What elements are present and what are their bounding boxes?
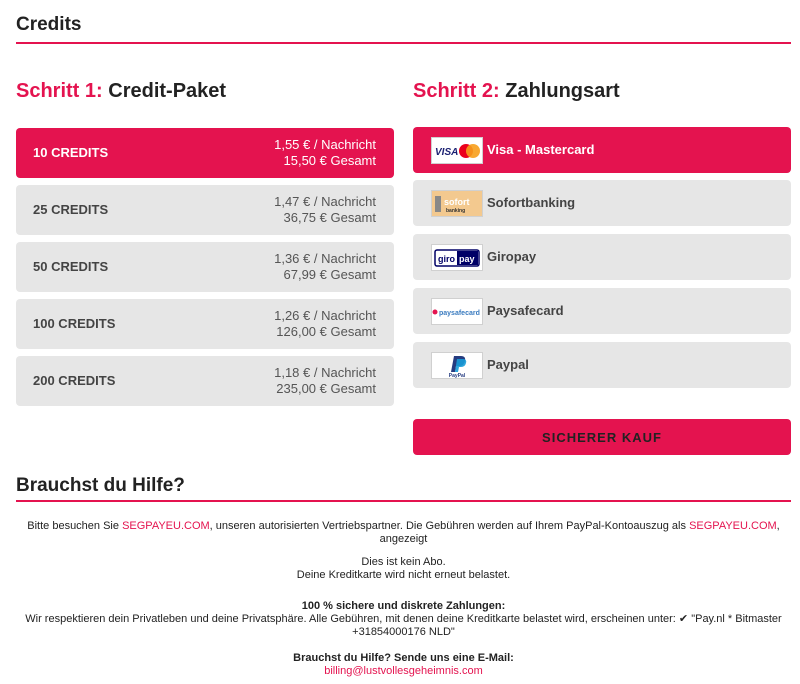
pay-wordmark: pay	[459, 253, 475, 264]
package-price	[274, 137, 376, 169]
billing-info	[16, 520, 791, 546]
help-heading: Brauchst du Hilfe?	[16, 475, 185, 496]
sofort-logo	[431, 190, 483, 217]
package-name: 200 CREDITS	[33, 373, 116, 388]
package-per-message: 1,47 € / Nachricht	[274, 194, 376, 209]
paysafecard-logo	[431, 298, 483, 325]
payment-name: Paypal	[487, 357, 529, 372]
segpay-link-1[interactable]: SEGPAYEU.COM	[122, 520, 210, 532]
visa-wordmark: VISA	[435, 146, 459, 158]
title-divider	[16, 42, 791, 44]
statement-descriptor: "Pay.nl * Bitmaster +31854000176 NLD"	[352, 613, 782, 638]
billing-text-a: Bitte besuchen Sie	[27, 520, 123, 532]
giropay-logo	[431, 244, 483, 271]
step2-label: Zahlungsart	[505, 80, 620, 102]
package-name: 100 CREDITS	[33, 316, 116, 331]
payment-paysafecard[interactable]	[413, 288, 791, 334]
billing-text-b: , unseren autorisierten Vertriebspartner. Die Gebühren werden auf Ihrem PayPal-Kontoauszug als	[209, 520, 690, 532]
contact-title: Brauchst du Hilfe? Sende uns eine E-Mail:	[293, 652, 514, 664]
package-total: 15,50 € Gesamt	[283, 153, 376, 168]
package-total: 126,00 € Gesamt	[276, 324, 376, 339]
step1-heading	[16, 80, 226, 103]
secure-payments-title: 100 % sichere und diskrete Zahlungen:	[301, 600, 506, 612]
page-title: Credits	[16, 14, 82, 35]
paysafecard-icon	[432, 305, 482, 319]
package-price	[274, 365, 376, 397]
package-100-credits[interactable]	[16, 299, 394, 349]
payment-name: Sofortbanking	[487, 195, 576, 210]
segpay-link-2[interactable]: SEGPAYEU.COM	[689, 520, 777, 532]
giropay-icon	[434, 248, 480, 268]
paypal-wordmark: PayPal	[448, 372, 466, 378]
package-25-credits[interactable]	[16, 185, 394, 235]
sofort-icon	[433, 193, 481, 215]
package-total: 36,75 € Gesamt	[283, 210, 376, 225]
package-10-credits[interactable]	[16, 128, 394, 178]
payment-sofortbanking[interactable]	[413, 180, 791, 226]
no-recharge-text: Deine Kreditkarte wird nicht erneut belastet.	[296, 569, 511, 581]
support-email-link[interactable]: billing@lustvollesgeheimnis.com	[324, 665, 483, 677]
subscription-info	[16, 556, 791, 582]
sofort-wordmark: sofort	[444, 196, 470, 207]
package-price	[274, 194, 376, 226]
visa-mastercard-logo	[431, 137, 483, 164]
package-total: 67,99 € Gesamt	[283, 267, 376, 282]
step1-prefix: Schritt 1:	[16, 80, 103, 102]
payment-visa-mastercard[interactable]	[413, 127, 791, 173]
package-200-credits[interactable]	[16, 356, 394, 406]
sofort-banking-text: banking	[446, 207, 466, 214]
checkmark-icon: ✔	[678, 613, 689, 625]
step2-prefix: Schritt 2:	[413, 80, 500, 102]
privacy-info	[16, 600, 791, 639]
step1-label: Credit-Paket	[108, 80, 227, 102]
secure-purchase-button[interactable]: SICHERER KAUF	[413, 419, 791, 455]
payment-name: Paysafecard	[487, 303, 564, 318]
package-per-message: 1,36 € / Nachricht	[274, 251, 376, 266]
giro-wordmark: giro	[438, 253, 455, 264]
payment-paypal[interactable]	[413, 342, 791, 388]
payment-name: Visa - Mastercard	[487, 142, 595, 157]
package-total: 235,00 € Gesamt	[276, 381, 376, 396]
privacy-text: Wir respektieren dein Privatleben und deine Privatsphäre. Alle Gebühren, mit denen deine Kreditkarte belastet wird, erscheinen unter:	[25, 613, 679, 625]
help-divider	[16, 500, 791, 502]
package-price	[274, 251, 376, 283]
paypal-icon	[437, 354, 477, 378]
package-per-message: 1,18 € / Nachricht	[274, 365, 376, 380]
package-50-credits[interactable]	[16, 242, 394, 292]
billing-text-c: , angezeigt	[379, 520, 780, 545]
paypal-logo	[431, 352, 483, 379]
step2-heading	[413, 80, 620, 103]
paysafecard-wordmark: paysafecard	[439, 309, 480, 317]
payment-giropay[interactable]	[413, 234, 791, 280]
package-name: 10 CREDITS	[33, 145, 109, 160]
package-name: 50 CREDITS	[33, 259, 109, 274]
package-per-message: 1,26 € / Nachricht	[274, 308, 376, 323]
package-price	[274, 308, 376, 340]
no-subscription-text: Dies ist kein Abo.	[361, 556, 446, 568]
package-name: 25 CREDITS	[33, 202, 109, 217]
package-per-message: 1,55 € / Nachricht	[274, 137, 376, 152]
payment-name: Giropay	[487, 249, 537, 264]
contact-info	[16, 652, 791, 678]
visa-mastercard-icon	[433, 141, 481, 161]
